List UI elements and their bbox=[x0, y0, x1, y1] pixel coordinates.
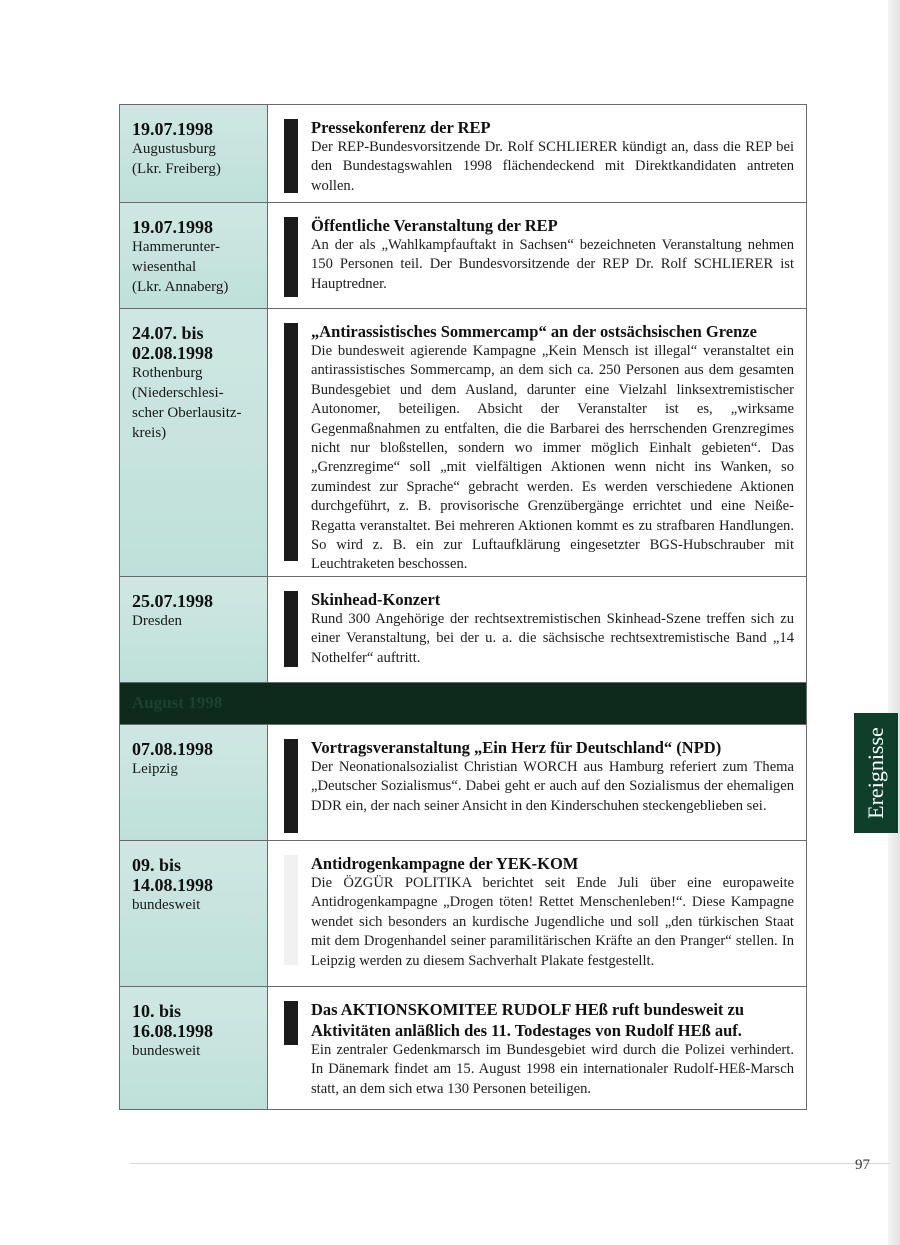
section-tab bbox=[854, 713, 898, 833]
event-place: Augustusburg bbox=[132, 141, 216, 157]
event-text: Ein zentraler Gedenkmarsch im Bundesgebiet wird durch die Polizei verhindert. In Dänemark findet am 15. August 1998 ein internationaler Rudolf-HEß-Marsch statt, an dem sich etwa 130 Personen beteiligen. bbox=[311, 1042, 794, 1097]
event-content bbox=[311, 321, 794, 575]
event-title: Vortragsveranstaltung „Ein Herz für Deutschland“ (NPD) bbox=[311, 738, 722, 757]
event-text: An der als „Wahlkampfauftakt in Sachsen“ bezeichneten Veranstaltung nehmen 150 Personen teil. Der Bundesvorsitzende der REP Dr. Rolf SCHLIERER ist Hauptredner. bbox=[311, 237, 794, 292]
event-date: 09. bis bbox=[132, 855, 182, 875]
event-date: 19.07.1998 bbox=[132, 119, 213, 139]
event-content bbox=[311, 215, 794, 294]
marker-bar bbox=[284, 323, 298, 561]
event-place: (Niederschlesi- bbox=[132, 385, 224, 401]
event-row bbox=[120, 203, 806, 309]
event-title: „Antirassistisches Sommercamp“ an der ostsächsischen Grenze bbox=[311, 322, 757, 341]
event-title: Das AKTIONSKOMITEE RUDOLF HEß ruft bundesweit zu Aktivitäten anläßlich des 11. Todestages von Rudolf HEß auf. bbox=[311, 1000, 745, 1040]
event-content bbox=[311, 589, 794, 668]
date-cell bbox=[120, 105, 268, 202]
marker-bar bbox=[284, 217, 298, 297]
page-edge-shadow bbox=[888, 0, 900, 1245]
event-row bbox=[120, 309, 806, 577]
event-place: wiesenthal bbox=[132, 259, 197, 275]
month-label: August 1998 bbox=[132, 693, 223, 712]
event-content bbox=[311, 999, 794, 1099]
event-row bbox=[120, 987, 806, 1109]
marker-bar bbox=[284, 739, 298, 833]
event-date: 07.08.1998 bbox=[132, 739, 213, 759]
event-text: Rund 300 Angehörige der rechtsextremistischen Skinhead-Szene treffen sich zu einer Veranstaltung, bei der u. a. die sächsische rechtsextremistische Band „14 Nothelfer“ auftritt. bbox=[311, 611, 794, 666]
event-row bbox=[120, 105, 806, 203]
event-place: scher Oberlausitz- bbox=[132, 405, 242, 421]
page-number: 97 bbox=[855, 1157, 870, 1173]
event-text: Die bundesweit agierende Kampagne „Kein Mensch ist illegal“ veranstaltet ein antirassistisches Sommercamp, an dem sich ca. 250 Personen aus dem gesamten Bundesgebiet und dem Ausland, darunter eine Vielzahl linksextremistischer Autonomer, beteiligen. Absicht der Veranstalter ist es, „wirksame Gegenmaßnahmen zu entfalten, die die Barbarei des herrschenden Grenzregimes nicht nur bloßstellen, sondern wo immer möglich Einhalt gebieten“. Das „Grenzregime“ soll „mit vielfältigen Aktionen wenn nicht ins Wanken, so zumindest zur Sprache“ gebracht werden. Es werden verschiedene Aktionen durchgeführt, z. B. provisorische Grenzübergänge errichtet und eine Neiße-Regatta veranstaltet. Bei mehreren Aktionen kommt es zu strafbaren Handlungen. So wird z. B. ein zur Luftaufklärung eingesetzter BGS-Hubschrauber mit Leuchtraketen beschossen. bbox=[311, 343, 794, 573]
event-date: 02.08.1998 bbox=[132, 343, 213, 363]
event-row bbox=[120, 841, 806, 987]
event-date: 14.08.1998 bbox=[132, 875, 213, 895]
event-title: Skinhead-Konzert bbox=[311, 590, 441, 609]
footer-divider bbox=[130, 1163, 890, 1164]
event-text: Der Neonationalsozialist Christian WORCH aus Hamburg referiert zum Thema „Deutscher Sozialismus“. Dabei geht er auch auf den Sozialismus der ehemaligen DDR ein, der nach seiner Ansicht in den Kinderschuhen steckengeblieben sei. bbox=[311, 759, 794, 814]
event-place: Rothenburg bbox=[132, 365, 203, 381]
event-content bbox=[311, 737, 794, 816]
event-text: Der REP-Bundesvorsitzende Dr. Rolf SCHLIERER kündigt an, dass die REP bei den Bundestagswahlen 1998 flächendeckend mit Direktkandidaten antreten wollen. bbox=[311, 139, 794, 194]
marker-bar bbox=[284, 855, 298, 965]
event-date: 10. bis bbox=[132, 1001, 182, 1021]
month-separator bbox=[120, 683, 806, 725]
section-tab-label: Ereignisse bbox=[863, 727, 888, 819]
event-place: Leipzig bbox=[132, 761, 178, 777]
events-table bbox=[119, 104, 807, 1110]
date-cell bbox=[120, 841, 268, 986]
event-place: Hammerunter- bbox=[132, 239, 220, 255]
event-place: (Lkr. Annaberg) bbox=[132, 279, 229, 295]
marker-bar bbox=[284, 1001, 298, 1045]
event-place: kreis) bbox=[132, 425, 167, 441]
event-place: bundesweit bbox=[132, 897, 201, 913]
event-date: 19.07.1998 bbox=[132, 217, 213, 237]
date-cell bbox=[120, 577, 268, 682]
event-text: Die ÖZGÜR POLITIKA berichtet seit Ende Juli über eine europaweite Antidrogenkampagne „Drogen töten! Rettet Menschenleben!“. Diese Kampagne wendet sich besonders an kurdische Jugendliche und soll „den türkischen Staat mit dem Drogenhandel seiner paramilitärischen Kräfte an den Pranger“ stellen. In Leipzig werden zu diesem Sachverhalt Plakate festgestellt. bbox=[311, 875, 794, 969]
event-title: Öffentliche Veranstaltung der REP bbox=[311, 216, 558, 235]
date-cell bbox=[120, 987, 268, 1109]
marker-bar bbox=[284, 591, 298, 667]
event-date: 16.08.1998 bbox=[132, 1021, 213, 1041]
event-content bbox=[311, 117, 794, 196]
event-date: 25.07.1998 bbox=[132, 591, 213, 611]
marker-bar bbox=[284, 119, 298, 193]
event-title: Antidrogenkampagne der YEK-KOM bbox=[311, 854, 579, 873]
event-place: (Lkr. Freiberg) bbox=[132, 161, 221, 177]
date-cell bbox=[120, 309, 268, 576]
date-cell bbox=[120, 725, 268, 840]
event-place: Dresden bbox=[132, 613, 182, 629]
event-row bbox=[120, 725, 806, 841]
date-cell bbox=[120, 203, 268, 308]
event-date: 24.07. bis bbox=[132, 323, 204, 343]
event-place: bundesweit bbox=[132, 1043, 201, 1059]
event-row bbox=[120, 577, 806, 683]
event-content bbox=[311, 853, 794, 971]
event-title: Pressekonferenz der REP bbox=[311, 118, 491, 137]
